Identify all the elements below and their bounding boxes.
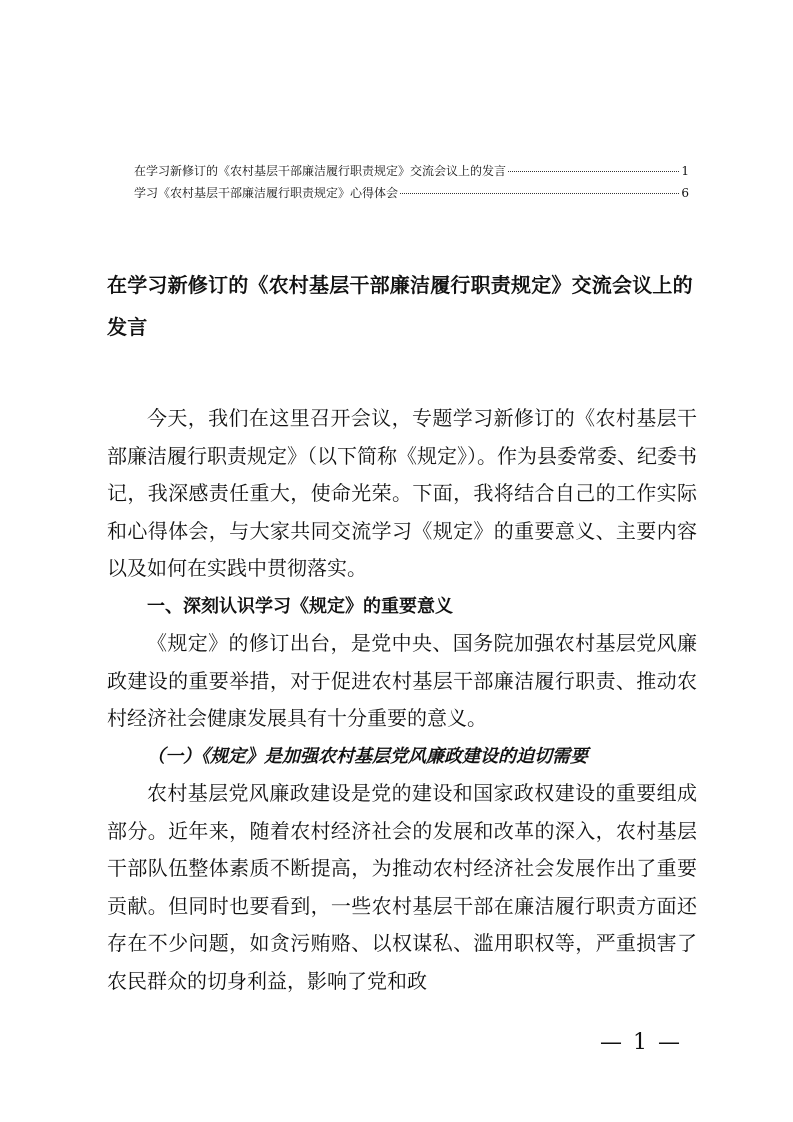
table-of-contents bbox=[134, 160, 689, 204]
toc-entry-page: 6 bbox=[681, 186, 689, 200]
document-title: 在学习新修订的《农村基层干部廉洁履行职责规定》交流会议上的发言 bbox=[107, 273, 693, 339]
document-body bbox=[107, 400, 697, 1000]
toc-entry[interactable] bbox=[134, 160, 689, 182]
subsection-heading: （一）《规定》是加强农村基层党风廉政建设的迫切需要 bbox=[147, 745, 588, 767]
intro-paragraph: 今天，我们在这里召开会议，专题学习新修订的《农村基层干部廉洁履行职责规定》（以下简称《规定》）。作为县委常委、纪委书记，我深感责任重大，使命光荣。下面，我将结合自己的工作实际和心得体会，与大家共同交流学习《规定》的重要意义、主要内容以及如何在实践中贯彻落实。 bbox=[107, 406, 697, 580]
page-number: — 1 — bbox=[600, 1030, 682, 1055]
toc-entry-title[interactable]: 学习《农村基层干部廉洁履行职责规定》心得体会 bbox=[134, 186, 399, 200]
toc-entry-title[interactable]: 在学习新修订的《农村基层干部廉洁履行职责规定》交流会议上的发言 bbox=[134, 164, 507, 178]
toc-entry[interactable] bbox=[134, 182, 689, 204]
toc-leader-dots bbox=[400, 193, 679, 194]
toc-entry-page: 1 bbox=[681, 164, 689, 178]
body-paragraph: 农村基层党风廉政建设是党的建设和国家政权建设的重要组成部分。近年来，随着农村经济社会的发展和改革的深入，农村基层干部队伍整体素质不断提高，为推动农村经济社会发展作出了重要贡献。但同时也要看到，一些农村基层干部在廉洁履行职责方面还存在不少问题，如贪污贿赂、以权谋私、滥用职权等，严重损害了农民群众的切身利益，影响了党和政 bbox=[107, 781, 697, 993]
section-heading: 一、深刻认识学习《规定》的重要意义 bbox=[147, 595, 453, 617]
body-paragraph: 《规定》的修订出台，是党中央、国务院加强农村基层党风廉政建设的重要举措，对于促进农村基层干部廉洁履行职责、推动农村经济社会健康发展具有十分重要的意义。 bbox=[107, 631, 697, 730]
toc-leader-dots bbox=[508, 171, 679, 172]
